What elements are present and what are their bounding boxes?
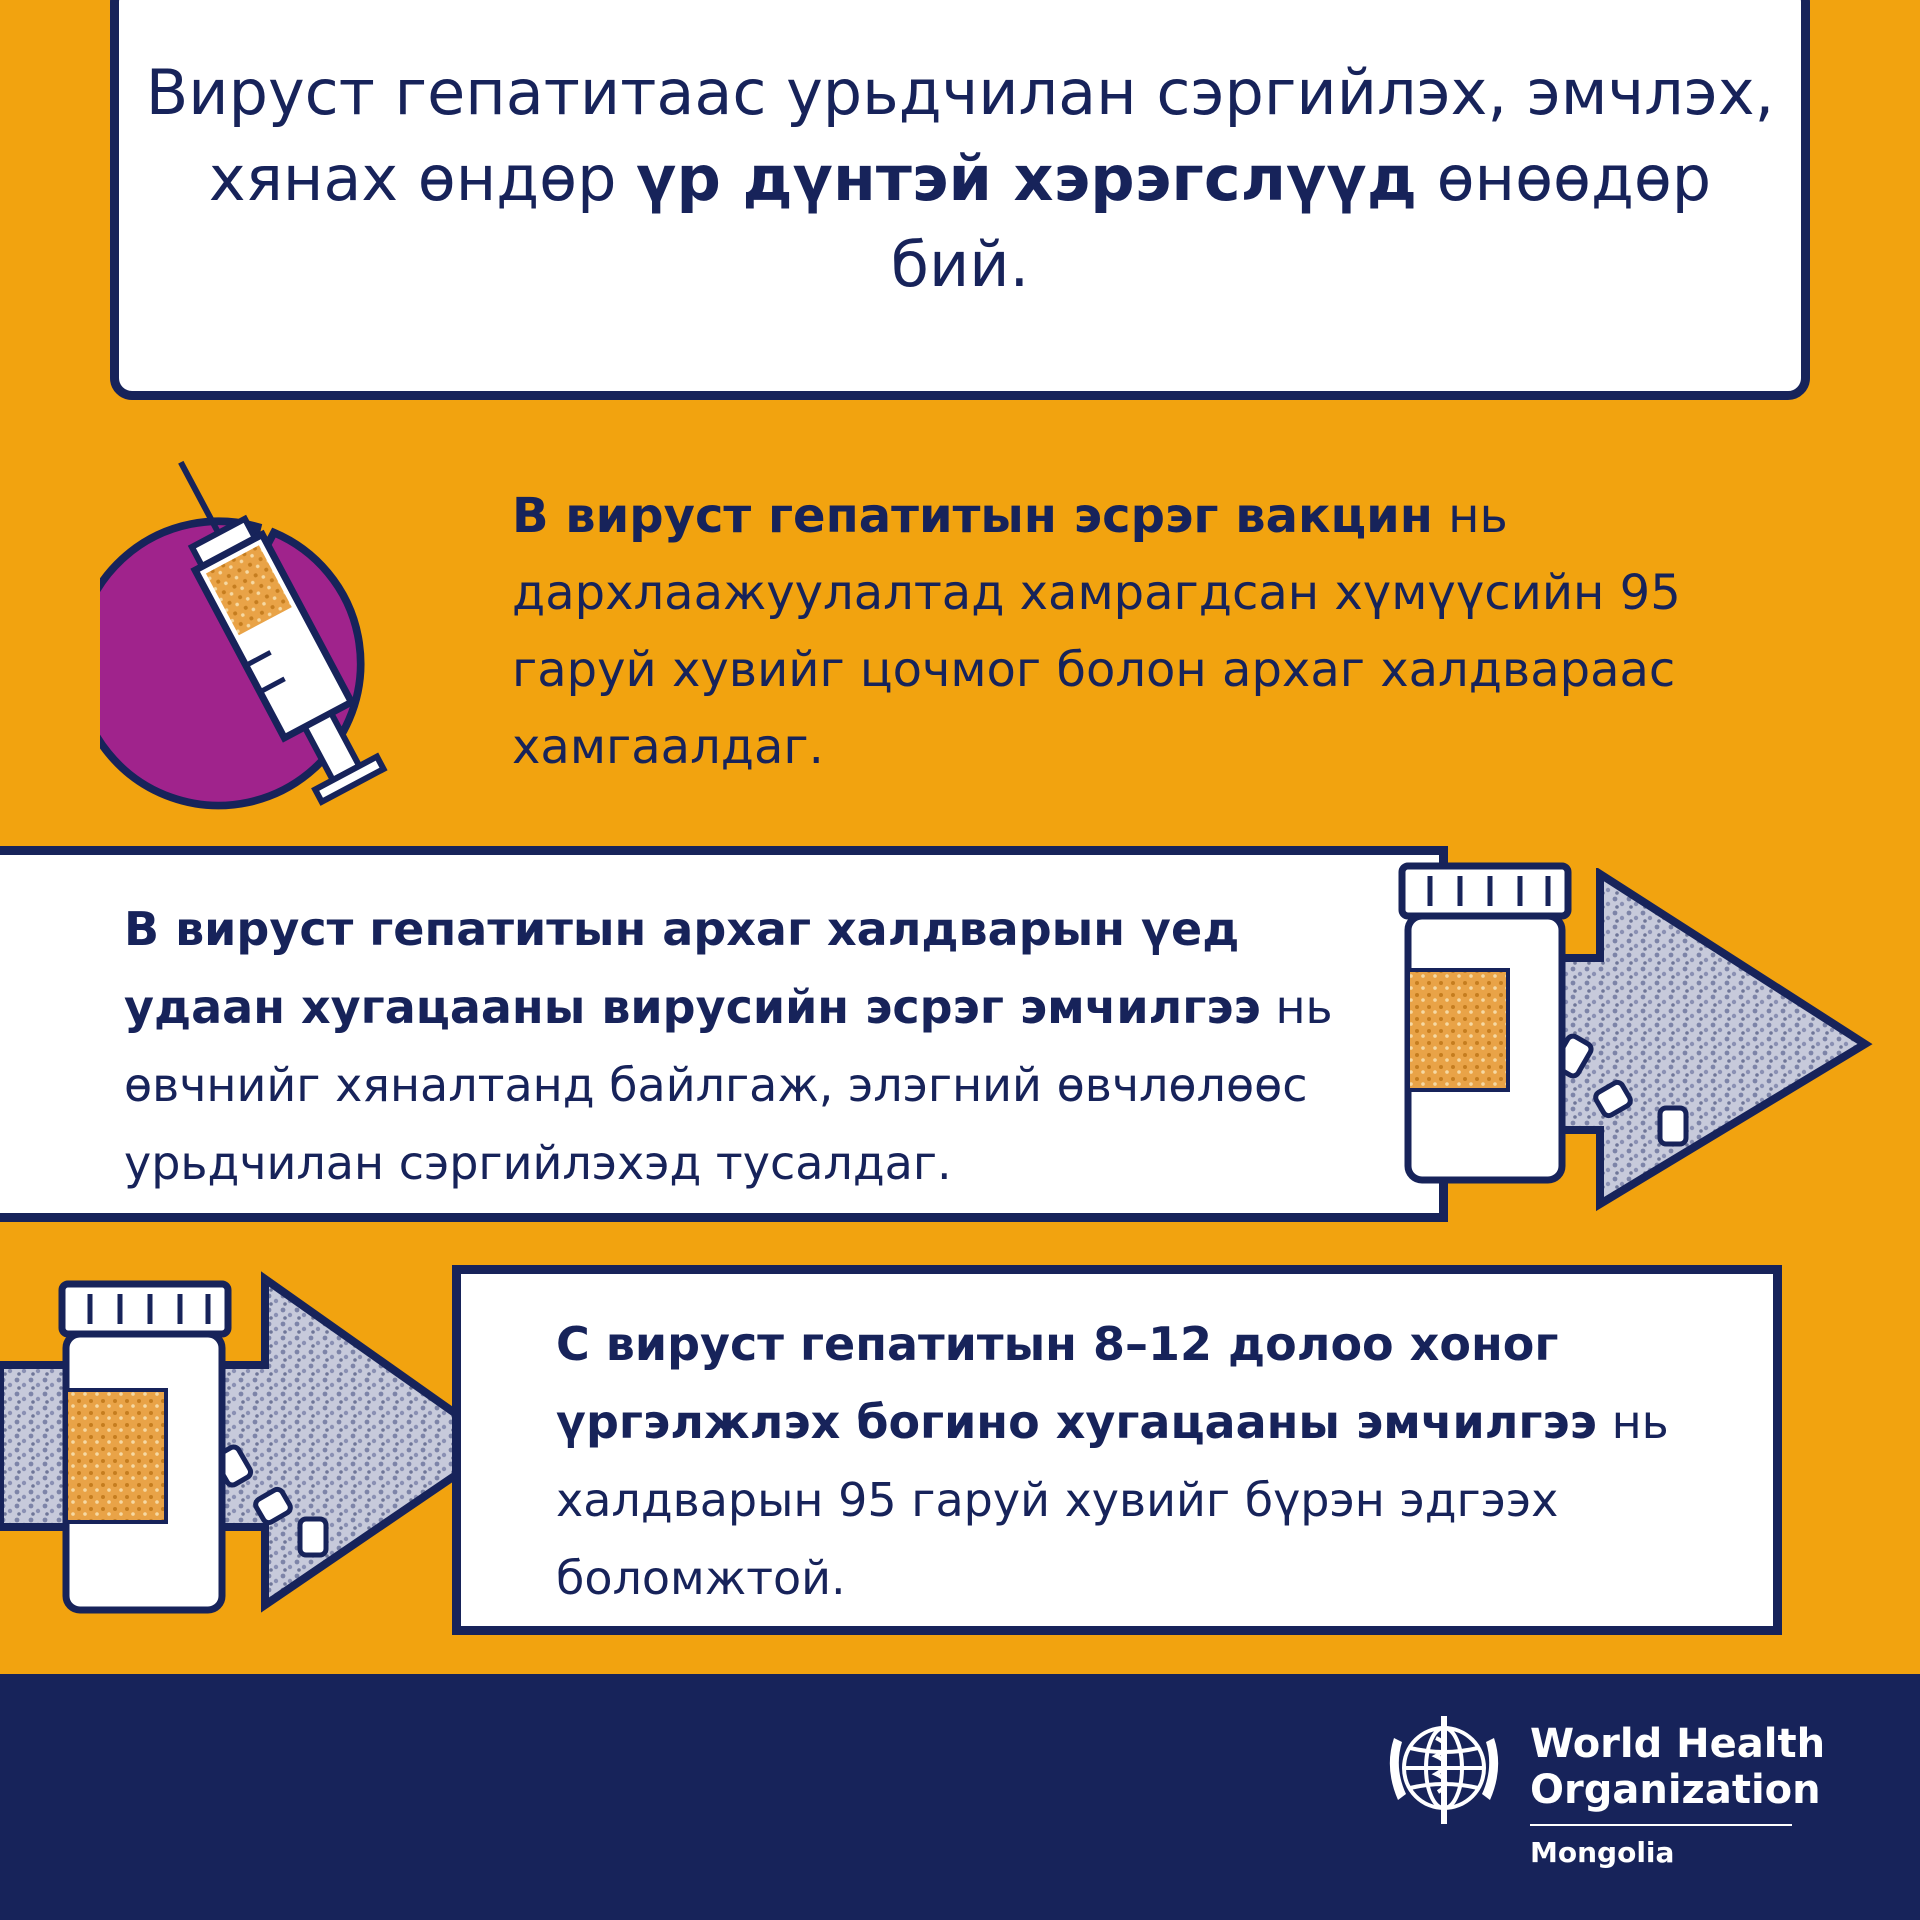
vaccine-text [512,478,1712,786]
syringe-icon [100,440,440,820]
chronic-treatment-text [124,890,1364,1202]
headline-text-1: Вируст гепатитаас урьдчилан сэргийлэх, эмчлэх, хянах өндөр [145,56,1775,215]
who-emblem-icon [1374,1698,1514,1838]
hep-c-treatment-body: нь халдварын 95 гаруй хувийг бүрэн эдгээх боломжтой. [556,1395,1669,1605]
headline [130,50,1790,308]
hep-c-treatment-text [556,1305,1766,1617]
pill-bottle-icon [1390,860,1580,1190]
chronic-treatment-body: нь өвчнийг хяналтанд байлгаж, элэгний өвчлөлөөс урьдчилан сэргийлэхэд тусалдаг. [124,980,1333,1190]
chronic-treatment-bold: В вируст гепатитын архаг халдварын үед удаан хугацааны вирусийн эсрэг эмчилгээ [124,902,1261,1034]
hep-c-treatment-bold: С вируст гепатитын 8–12 долоо хоног үргэлжлэх богино хугацааны эмчилгээ [556,1317,1597,1449]
pill-bottle-icon [52,1278,242,1618]
org-name-line2: Organization [1530,1767,1821,1813]
org-divider [1530,1824,1792,1826]
org-country: Mongolia [1530,1836,1675,1869]
headline-bold: үр дүнтэй хэрэгслүүд [636,142,1417,215]
headline-text-2: өнөөдөр бий. [890,142,1712,301]
org-name-line1: World Health [1530,1721,1826,1767]
vaccine-body: нь дархлаажуулалтад хамрагдсан хүмүүсийн 95 гаруй хувийг цочмог болон архаг халдвараас хамгаалдаг. [512,488,1681,775]
vaccine-bold: В вируст гепатитын эсрэг вакцин [512,488,1433,544]
